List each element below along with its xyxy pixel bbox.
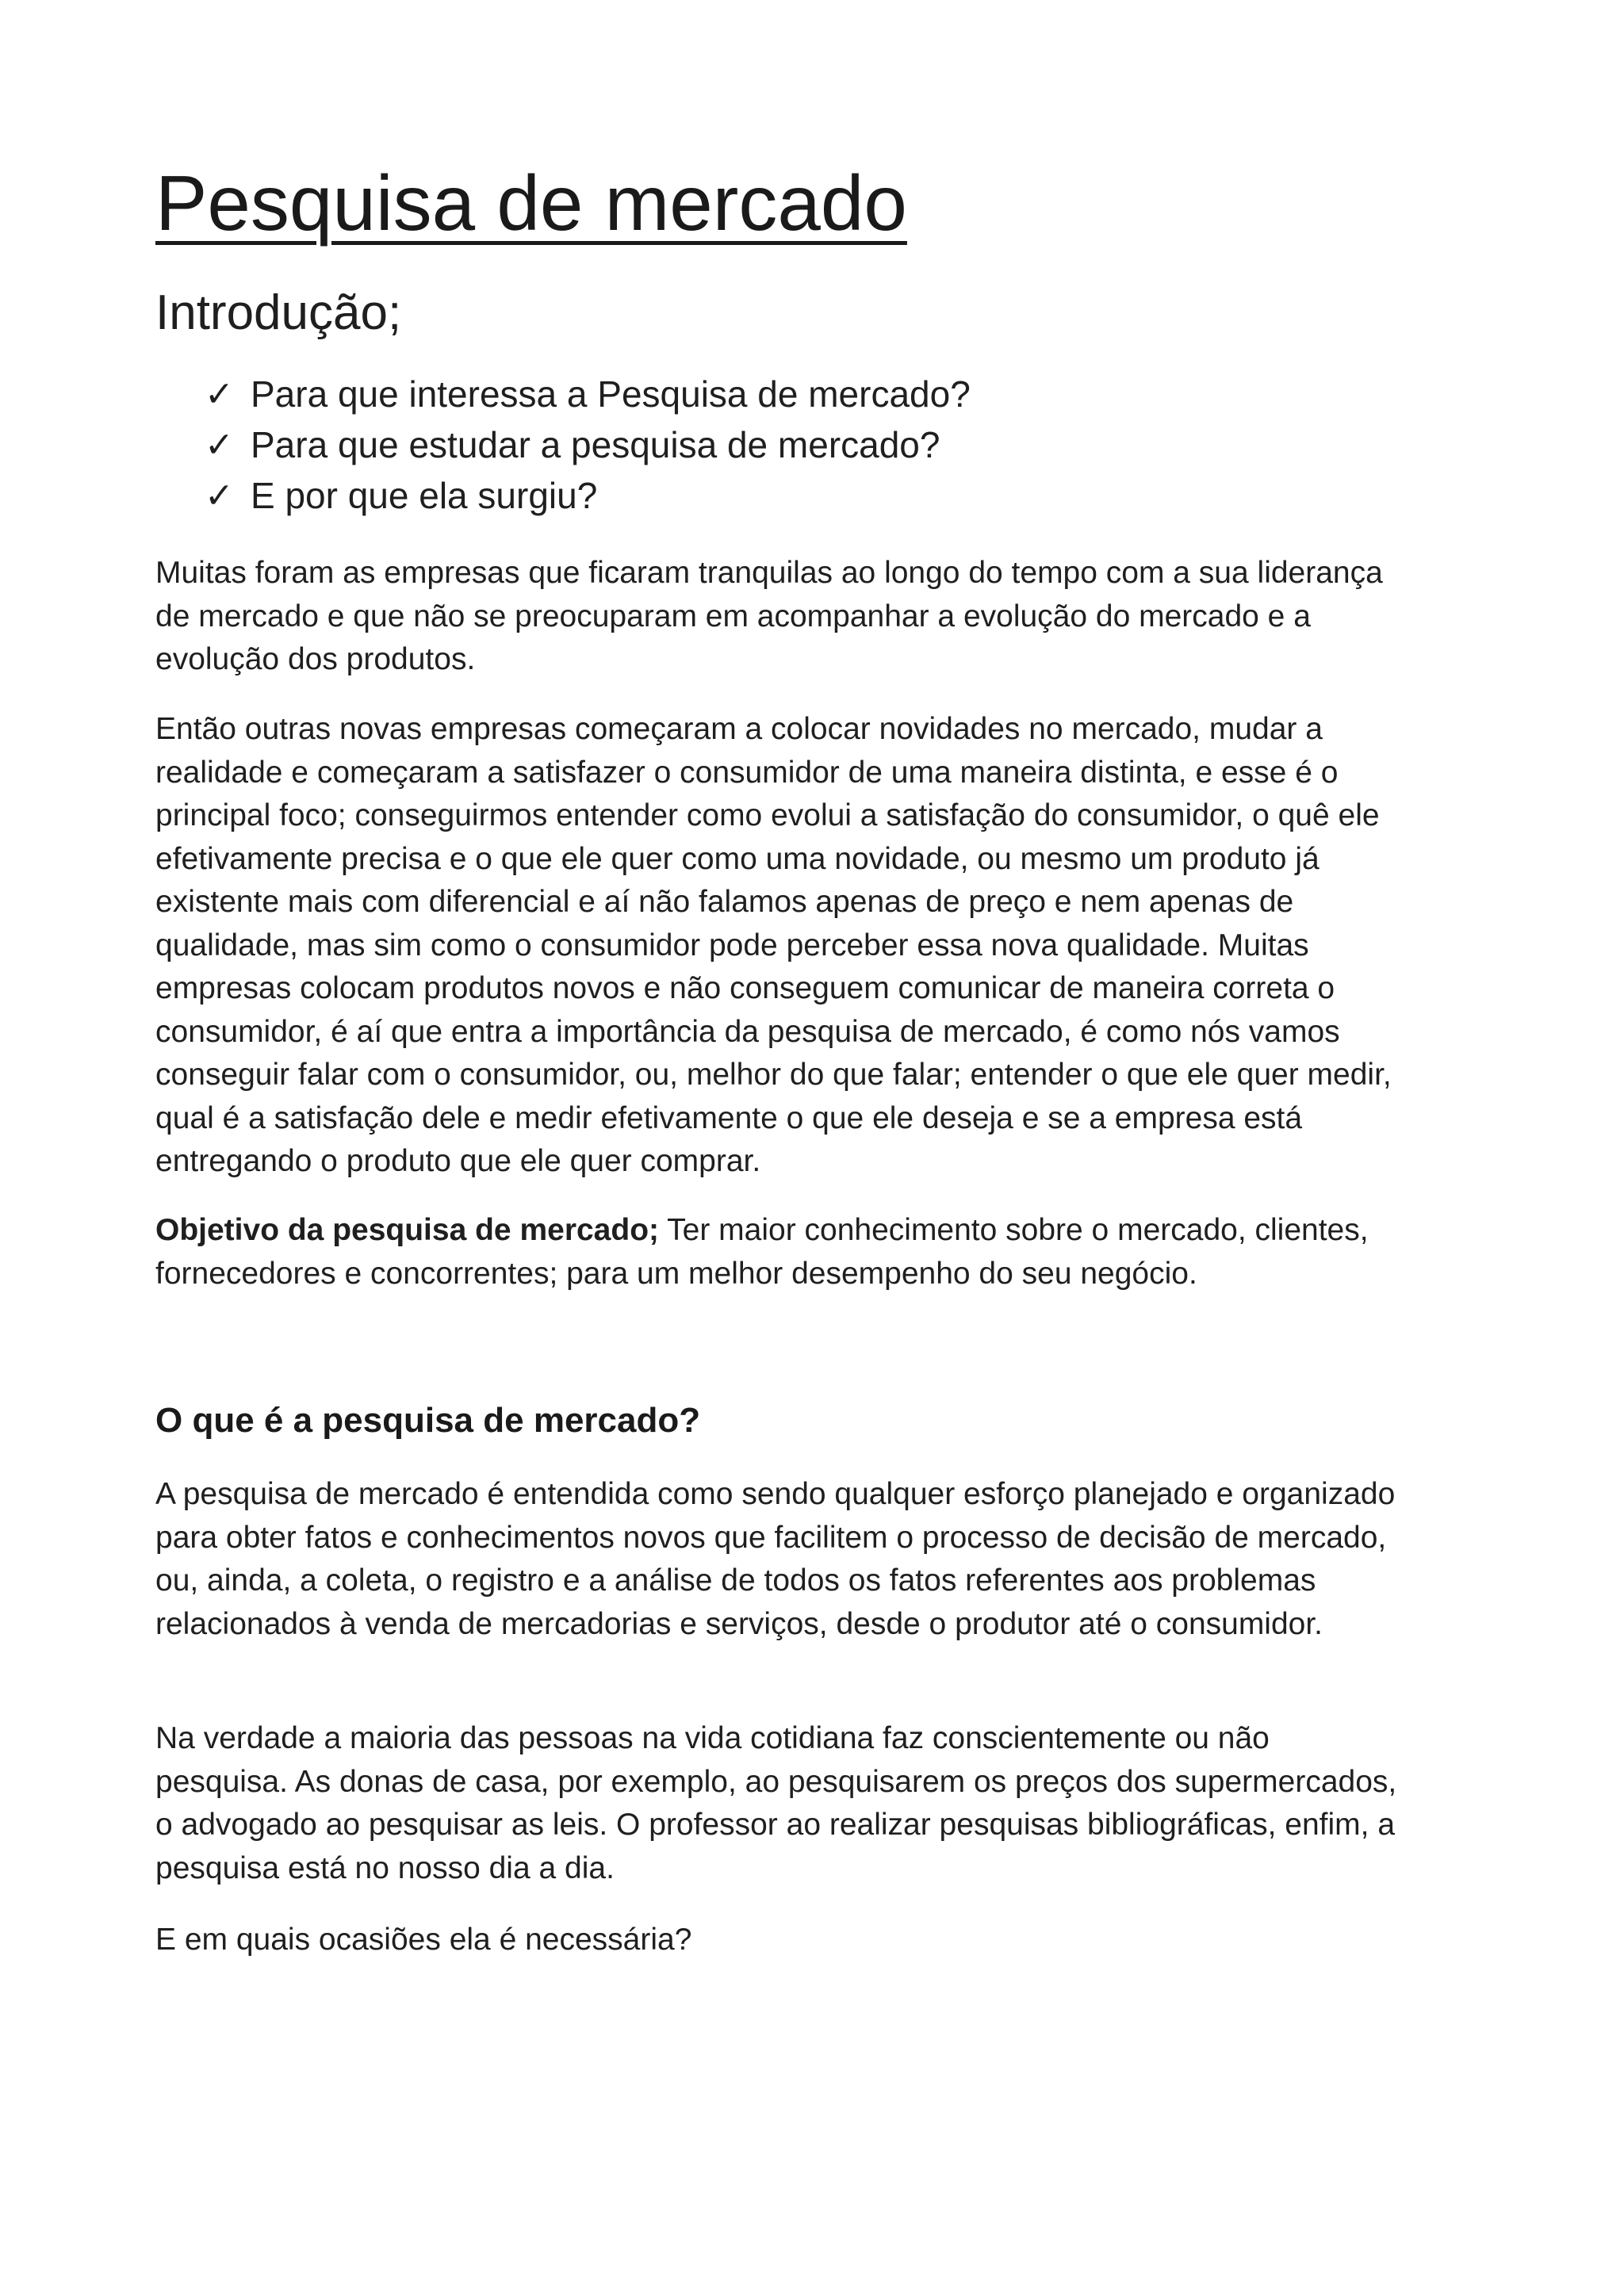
intro-paragraph-2: Então outras novas empresas começaram a colocar novidades no mercado, mudar a realidade e começaram a satisfazer o consumidor de uma maneira distinta, e esse é o principal foco; conseguirmos entender como evolui a satisfação do consumidor, o quê ele efetivamente precisa e o que ele quer como uma novidade, ou mesmo um produto já existente mais com diferencial e aí não falamos apenas de preço e nem apenas de qualidade, mas sim como o consumidor pode perceber essa nova qualidade. Muitas empresas colocam produtos novos e não conseguem comunicar de maneira correta o consumidor, é aí que entra a importância da pesquisa de mercado, é como nós vamos conseguir falar com o consumidor, ou, melhor do que falar; entender o que ele quer medir, qual é a satisfação dele e medir efetivamente o que ele deseja e se a empresa está entregando o produto que ele quer comprar. [155, 712, 1392, 1178]
closing-question: E em quais ocasiões ela é necessária? [155, 1923, 692, 1957]
objective-text: Ter maior conhecimento sobre o mercado, clientes, fornecedores e concorrentes; para um melhor desempenho do seu negócio. [155, 1213, 1369, 1291]
checkmark-icon: ✓ [205, 425, 234, 465]
checklist-item-text: Para que interessa a Pesquisa de mercado? [251, 373, 971, 415]
checklist-item-text: Para que estudar a pesquisa de mercado? [251, 424, 940, 465]
everyday-paragraph: Na verdade a maioria das pessoas na vida cotidiana faz conscientemente ou não pesquisa. As donas de casa, por exemplo, ao pesquisarem os preços dos supermercados, o advogado ao pesquisar as leis. O professor ao realizar pesquisas bibliográficas, enfim, a pesquisa está no nosso dia a dia. [155, 1721, 1397, 1885]
section-heading: O que é a pesquisa de mercado? [155, 1401, 701, 1440]
objective-paragraph [155, 1209, 1397, 1295]
intro-checklist [205, 369, 971, 521]
intro-heading: Introdução; [155, 285, 402, 340]
checklist-item [205, 369, 971, 419]
definition-paragraph: A pesquisa de mercado é entendida como sendo qualquer esforço planejado e organizado para obter fatos e conhecimentos novos que facilitem o processo de decisão de mercado, ou, ainda, a coleta, o registro e a análise de todos os fatos referentes aos problemas relacionados à venda de mercadorias e serviços, desde o produtor até o consumidor. [155, 1477, 1396, 1641]
intro-paragraph-1: Muitas foram as empresas que ficaram tranquilas ao longo do tempo com a sua liderança de mercado e que não se preocuparam em acompanhar a evolução do mercado e a evolução dos produtos. [155, 556, 1383, 676]
objective-label: Objetivo da pesquisa de mercado; [155, 1213, 660, 1247]
checkmark-icon: ✓ [205, 374, 234, 414]
document-title: Pesquisa de mercado [155, 159, 907, 247]
checklist-item [205, 419, 971, 470]
checkmark-icon: ✓ [205, 476, 234, 515]
checklist-item-text: E por que ela surgiu? [251, 475, 598, 516]
checklist-item [205, 470, 971, 521]
